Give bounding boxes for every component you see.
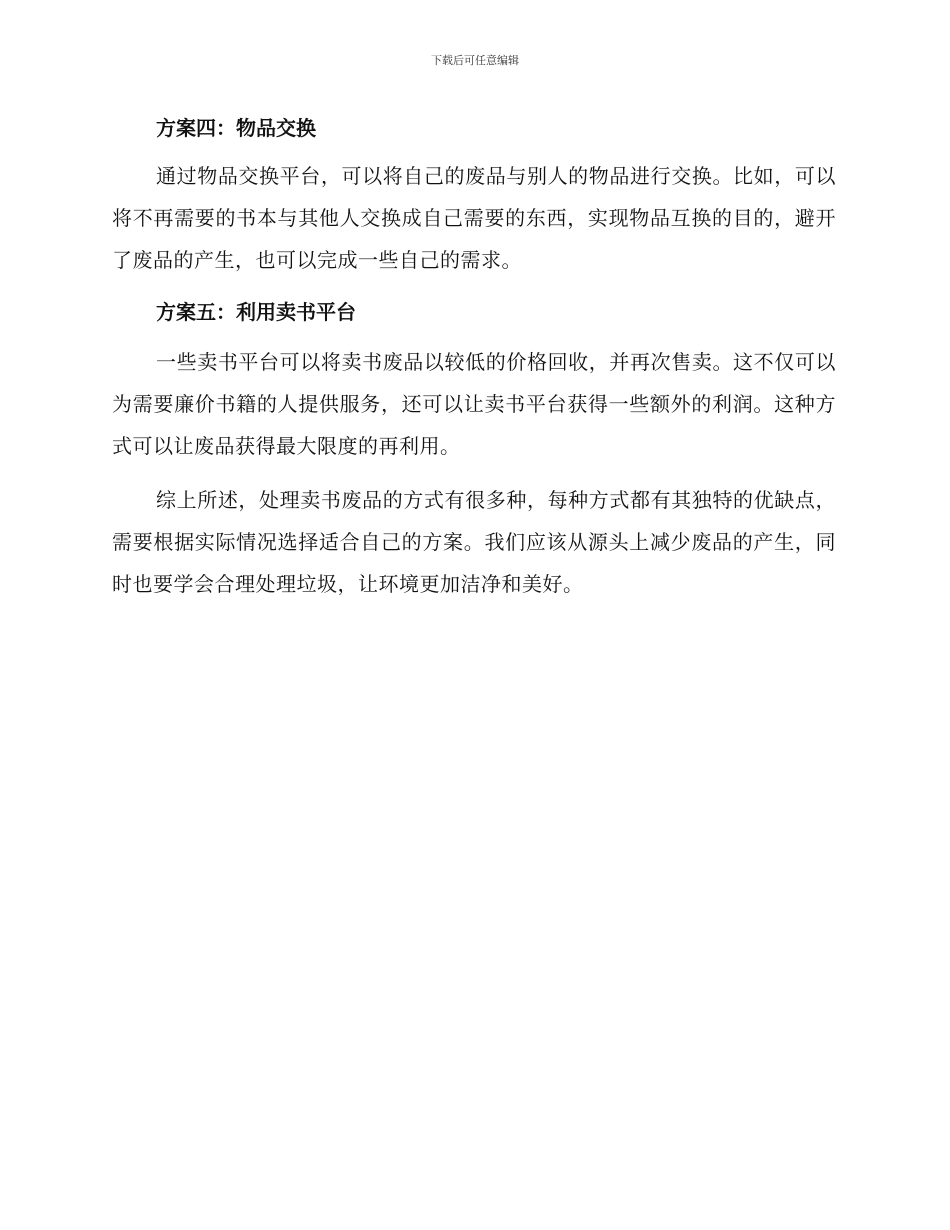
section-paragraph-plan-five: 一些卖书平台可以将卖书废品以较低的价格回收，并再次售卖。这不仅可以为需要廉价书籍的人提供服务，还可以让卖书平台获得一些额外的利润。这种方式可以让废品获得最大限度的再利用。 (112, 350, 836, 458)
conclusion-paragraph: 综上所述，处理卖书废品的方式有很多种，每种方式都有其独特的优缺点，需要根据实际情况选择适合自己的方案。我们应该从源头上减少废品的产生，同时也要学会合理处理垃圾，让环境更加洁净和美好。 (112, 488, 836, 596)
section-paragraph-plan-four: 通过物品交换平台，可以将自己的废品与别人的物品进行交换。比如，可以将不再需要的书本与其他人交换成自己需要的东西，实现物品互换的目的，避开了废品的产生，也可以完成一些自己的需求。 (112, 164, 836, 272)
section-heading-plan-four: 方案四：物品交换 (156, 116, 316, 140)
document-body (112, 110, 836, 605)
page-header: 下载后可任意编辑 (431, 54, 519, 67)
section-heading-plan-five: 方案五：利用卖书平台 (156, 300, 356, 324)
